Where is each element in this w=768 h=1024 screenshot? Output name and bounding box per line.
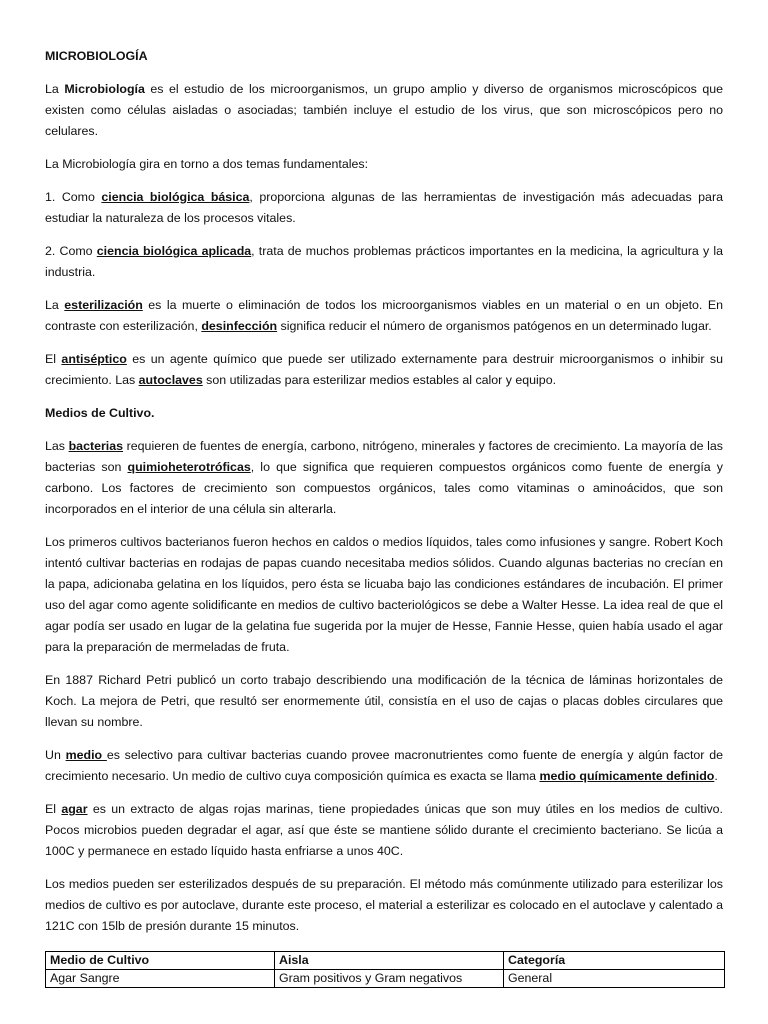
paragraph-petri: En 1887 Richard Petri publicó un corto trabajo describiendo una modificación de la técnica de láminas horizontales de Koch. La mejora de Petri, que resultó ser enormemente útil, consistía en el uso de cajas o placas dobles circulares que llevan su nombre. <box>45 673 723 729</box>
table-cell: General <box>504 970 725 988</box>
text-run: La <box>45 82 65 96</box>
text-run: significa reducir el número de organismos patógenos en un determinado lugar. <box>277 319 712 333</box>
text-run: 1. Como <box>45 190 102 204</box>
text-run: La <box>45 298 65 312</box>
paragraph-themes-intro: La Microbiología gira en torno a dos temas fundamentales: <box>45 157 369 171</box>
text-run: , trata de muchos problemas prácticos importantes en la medicina, la agricultura y la industria. <box>45 244 723 279</box>
text-run: , lo que significa que requieren compuestos orgánicos como fuente de energía y carbono. Los factores de crecimiento son compuestos orgánicos, tales como vitaminas o aminoácidos, que son incorporados en el interior de una célula sin alterarla. <box>45 460 724 516</box>
table-header-row <box>46 952 725 970</box>
text-run: El <box>45 352 62 366</box>
culture-media-table <box>45 951 725 988</box>
paragraph-medium <box>45 745 723 787</box>
text-run: es el estudio de los microorganismos, un grupo amplio y diverso de organismos microscópicos que existen como células aisladas o asociadas; también incluye el estudio de los virus, que son microscópicos pero no celulares. <box>45 82 723 138</box>
table-header-cell: Medio de Cultivo <box>46 952 275 970</box>
text-run: requieren de fuentes de energía, carbono, nitrógeno, minerales y factores de crecimiento. La mayoría de las bacterias son <box>45 439 723 474</box>
table-header-cell: Aisla <box>275 952 504 970</box>
paragraph-antiseptic <box>45 349 723 391</box>
key-term: agar <box>61 802 88 816</box>
text-run: 2. Como <box>45 244 97 258</box>
table-cell: Agar Sangre <box>46 970 275 988</box>
table-row <box>46 970 725 988</box>
paragraph-theme-2 <box>45 241 723 283</box>
paragraph-theme-1 <box>45 187 723 229</box>
text-run: , proporciona algunas de las herramientas de investigación más adecuadas para estudiar la naturaleza de los procesos vitales. <box>45 190 723 225</box>
text-run: es la muerte o eliminación de todos los microorganismos viables en un material o en un objeto. En contraste con esterilización, <box>45 298 723 333</box>
paragraph-agar <box>45 799 723 862</box>
key-term: autoclaves <box>138 373 203 387</box>
text-run: es un agente químico que puede ser utilizado externamente para destruir microorganismos o inhibir su crecimiento. Las <box>45 352 723 387</box>
key-term: ciencia biológica básica <box>101 190 250 204</box>
key-term: medio químicamente definido <box>539 769 715 783</box>
bold-term: Microbiología <box>64 82 145 96</box>
text-run: son utilizadas para esterilizar medios estables al calor y equipo. <box>202 373 557 387</box>
text-run: El <box>45 802 62 816</box>
text-run: es un extracto de algas rojas marinas, tiene propiedades únicas que son muy útiles en los medios de cultivo. Pocos microbios pueden degradar el agar, así que éste se mantiene sólido durante el crecimiento bacteriano. Se licúa a 100C y permanece en estado líquido hasta enfriarse a unos 40C. <box>45 802 724 858</box>
paragraph-autoclave: Los medios pueden ser esterilizados después de su preparación. El método más comúnmente utilizado para esterilizar los medios de cultivo es por autoclave, durante este proceso, el material a esterilizar es colocado en el autoclave y calentado a 121C con 15lb de presión durante 15 minutos. <box>45 877 723 933</box>
paragraph-definition <box>45 79 723 142</box>
paragraph-history: Los primeros cultivos bacterianos fueron hechos en caldos o medios líquidos, tales como infusiones y sangre. Robert Koch intentó cultivar bacterias en rodajas de papas cuando necesitaba medios sólidos. Cuando algunas bacterias no crecían en la papa, adicionaba gelatina en los líquidos, pero ésta se licuaba bajo las condiciones estándares de incubación. El primer uso del agar como agente solidificante en medios de cultivo bacteriológicos se debe a Walter Hesse. La idea real de que el agar podía ser usado en lugar de la gelatina fue sugerida por la mujer de Hesse, Fannie Hesse, quien había usado el agar para la preparación de mermeladas de fruta. <box>45 535 723 654</box>
text-run: es selectivo para cultivar bacterias cuando provee macronutrientes como fuente de energía y algún factor de crecimiento necesario. Un medio de cultivo cuya composición química es exacta se llama <box>45 748 723 783</box>
table-cell: Gram positivos y Gram negativos <box>275 970 504 988</box>
text-run: . <box>714 769 718 783</box>
section-heading: Medios de Cultivo. <box>45 406 155 420</box>
paragraph-sterilization <box>45 295 723 337</box>
key-term: bacterias <box>68 439 124 453</box>
paragraph-bacteria <box>45 436 723 520</box>
key-term: antiséptico <box>61 352 127 366</box>
key-term: desinfección <box>201 319 278 333</box>
text-run: Un <box>45 748 66 762</box>
key-term: medio <box>65 748 107 762</box>
key-term: esterilización <box>64 298 143 312</box>
document-title: MICROBIOLOGÍA <box>45 49 148 63</box>
key-term: quimioheterotróficas <box>127 460 251 474</box>
table-header-cell: Categoría <box>504 952 725 970</box>
key-term: ciencia biológica aplicada <box>96 244 252 258</box>
text-run: Las <box>45 439 69 453</box>
